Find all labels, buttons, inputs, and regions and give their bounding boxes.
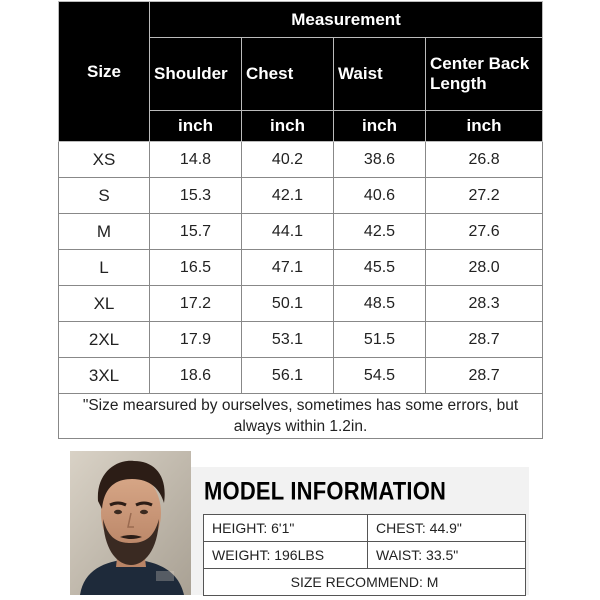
size-cell: L	[59, 250, 150, 286]
unit-header: inch	[426, 111, 543, 142]
length-cell: 27.6	[426, 214, 543, 250]
waist-header: Waist	[334, 38, 426, 111]
model-info-table	[203, 514, 526, 596]
size-cell: XL	[59, 286, 150, 322]
length-cell: 28.7	[426, 322, 543, 358]
unit-header: inch	[242, 111, 334, 142]
table-row	[59, 142, 543, 178]
table-row	[59, 286, 543, 322]
measurement-header: Measurement	[150, 2, 543, 38]
center-back-length-header: Center Back Length	[426, 38, 543, 111]
size-chart-table	[58, 1, 543, 439]
length-cell: 27.2	[426, 178, 543, 214]
waist-cell: 40.6	[334, 178, 426, 214]
shoulder-cell: 18.6	[150, 358, 242, 394]
unit-header: inch	[334, 111, 426, 142]
shoulder-header: Shoulder	[150, 38, 242, 111]
waist-cell: 51.5	[334, 322, 426, 358]
shoulder-cell: 14.8	[150, 142, 242, 178]
waist-cell: 48.5	[334, 286, 426, 322]
chest-cell: 44.1	[242, 214, 334, 250]
chest-cell: 50.1	[242, 286, 334, 322]
size-cell: XS	[59, 142, 150, 178]
waist-cell: 42.5	[334, 214, 426, 250]
table-row	[59, 250, 543, 286]
length-cell: 28.0	[426, 250, 543, 286]
length-cell: 26.8	[426, 142, 543, 178]
model-waist: WAIST: 33.5"	[368, 542, 526, 569]
model-size-recommend: SIZE RECOMMEND: M	[204, 569, 526, 596]
size-cell: M	[59, 214, 150, 250]
unit-header: inch	[150, 111, 242, 142]
waist-cell: 38.6	[334, 142, 426, 178]
length-cell: 28.3	[426, 286, 543, 322]
model-weight: WEIGHT: 196LBS	[204, 542, 368, 569]
shoulder-cell: 17.9	[150, 322, 242, 358]
model-height: HEIGHT: 6'1"	[204, 515, 368, 542]
model-info-title: MODEL INFORMATION	[204, 477, 447, 505]
table-row	[59, 178, 543, 214]
chest-cell: 56.1	[242, 358, 334, 394]
shoulder-cell: 15.7	[150, 214, 242, 250]
chest-cell: 42.1	[242, 178, 334, 214]
chest-cell: 40.2	[242, 142, 334, 178]
waist-cell: 45.5	[334, 250, 426, 286]
size-cell: 2XL	[59, 322, 150, 358]
model-chest: CHEST: 44.9"	[368, 515, 526, 542]
chest-header: Chest	[242, 38, 334, 111]
chest-cell: 47.1	[242, 250, 334, 286]
table-row	[59, 214, 543, 250]
chest-cell: 53.1	[242, 322, 334, 358]
waist-cell: 54.5	[334, 358, 426, 394]
shoulder-cell: 17.2	[150, 286, 242, 322]
length-cell: 28.7	[426, 358, 543, 394]
size-disclaimer-note: "Size mearsured by ourselves, sometimes has some errors, but always within 1.2in.	[59, 394, 543, 439]
shoulder-cell: 15.3	[150, 178, 242, 214]
size-cell: 3XL	[59, 358, 150, 394]
size-cell: S	[59, 178, 150, 214]
table-row	[59, 322, 543, 358]
model-photo	[70, 451, 191, 595]
shoulder-cell: 16.5	[150, 250, 242, 286]
table-row	[59, 358, 543, 394]
size-header: Size	[59, 2, 150, 142]
